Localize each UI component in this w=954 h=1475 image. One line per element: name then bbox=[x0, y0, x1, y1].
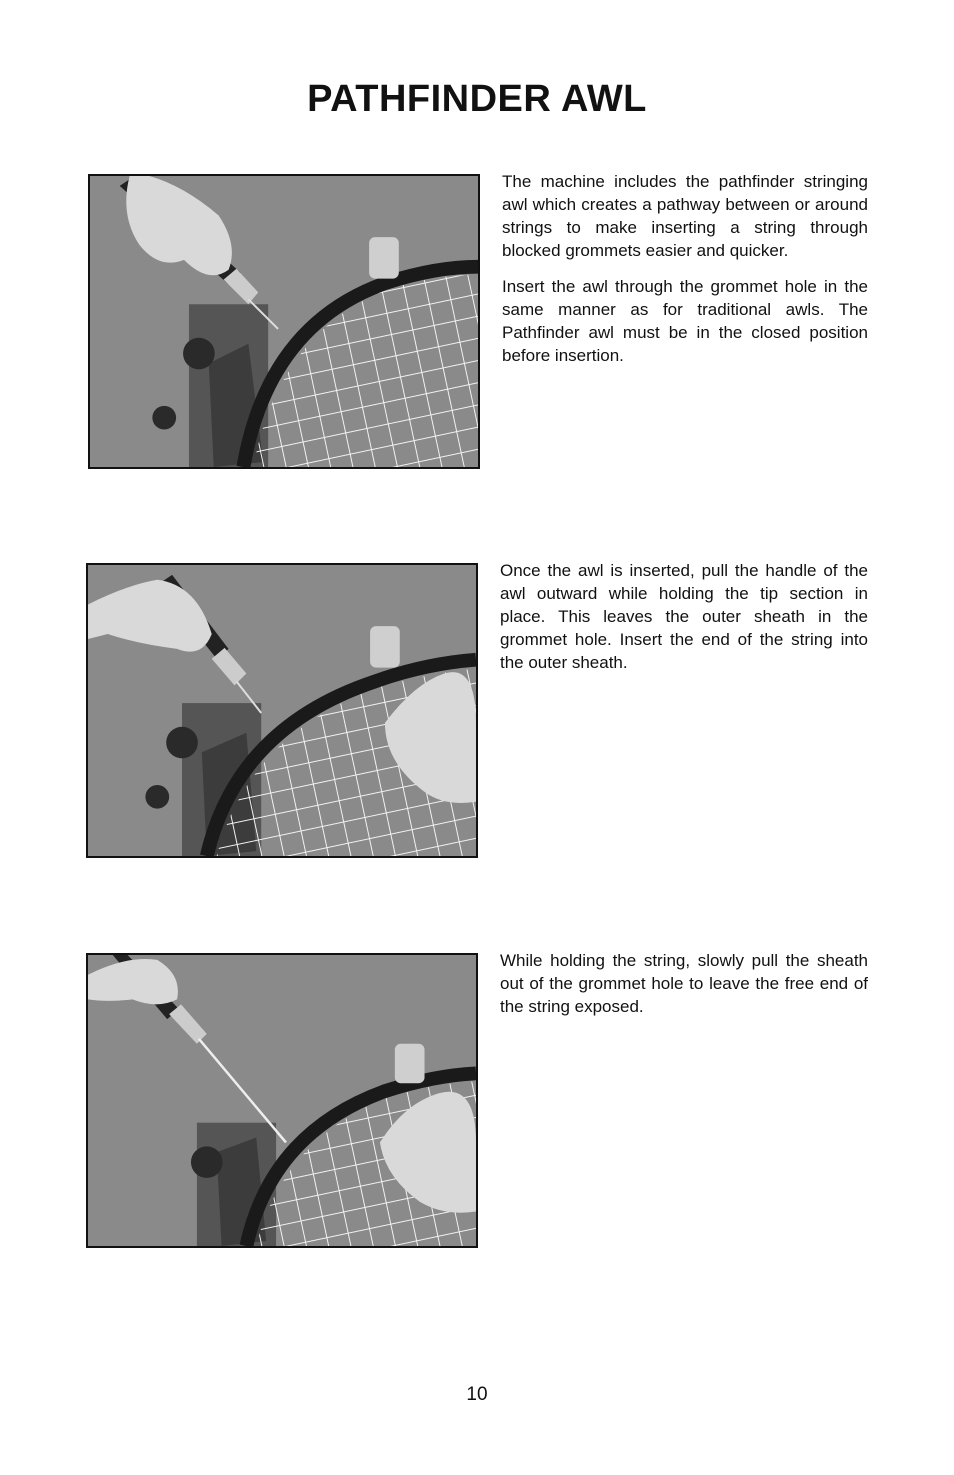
page-number: 10 bbox=[466, 1384, 488, 1405]
section-2-text bbox=[500, 559, 868, 687]
section-2-paragraph-1: Once the awl is inserted, pull the handle of the awl outward while holding the tip section in place. This leaves the outer sheath in the grommet hole. Insert the end of the string into the outer sheath. bbox=[500, 561, 868, 672]
section-1-text bbox=[502, 170, 868, 380]
photo-awl-insertion bbox=[88, 174, 480, 469]
section-1-paragraph-1: The machine includes the pathfinder stringing awl which creates a pathway between or around strings to make inserting a string through blocked grommets easier and quicker. bbox=[502, 172, 868, 260]
photo-sheath-removed bbox=[86, 953, 478, 1248]
page-title: PATHFINDER AWL bbox=[307, 78, 647, 120]
section-1-paragraph-2: Insert the awl through the grommet hole in the same manner as for traditional awls. The Pathfinder awl must be in the closed position before insertion. bbox=[502, 277, 868, 365]
section-3-text bbox=[500, 949, 868, 1031]
section-3-paragraph-1: While holding the string, slowly pull the sheath out of the grommet hole to leave the free end of the string exposed. bbox=[500, 951, 868, 1016]
photo-awl-handle-pulled bbox=[86, 563, 478, 858]
